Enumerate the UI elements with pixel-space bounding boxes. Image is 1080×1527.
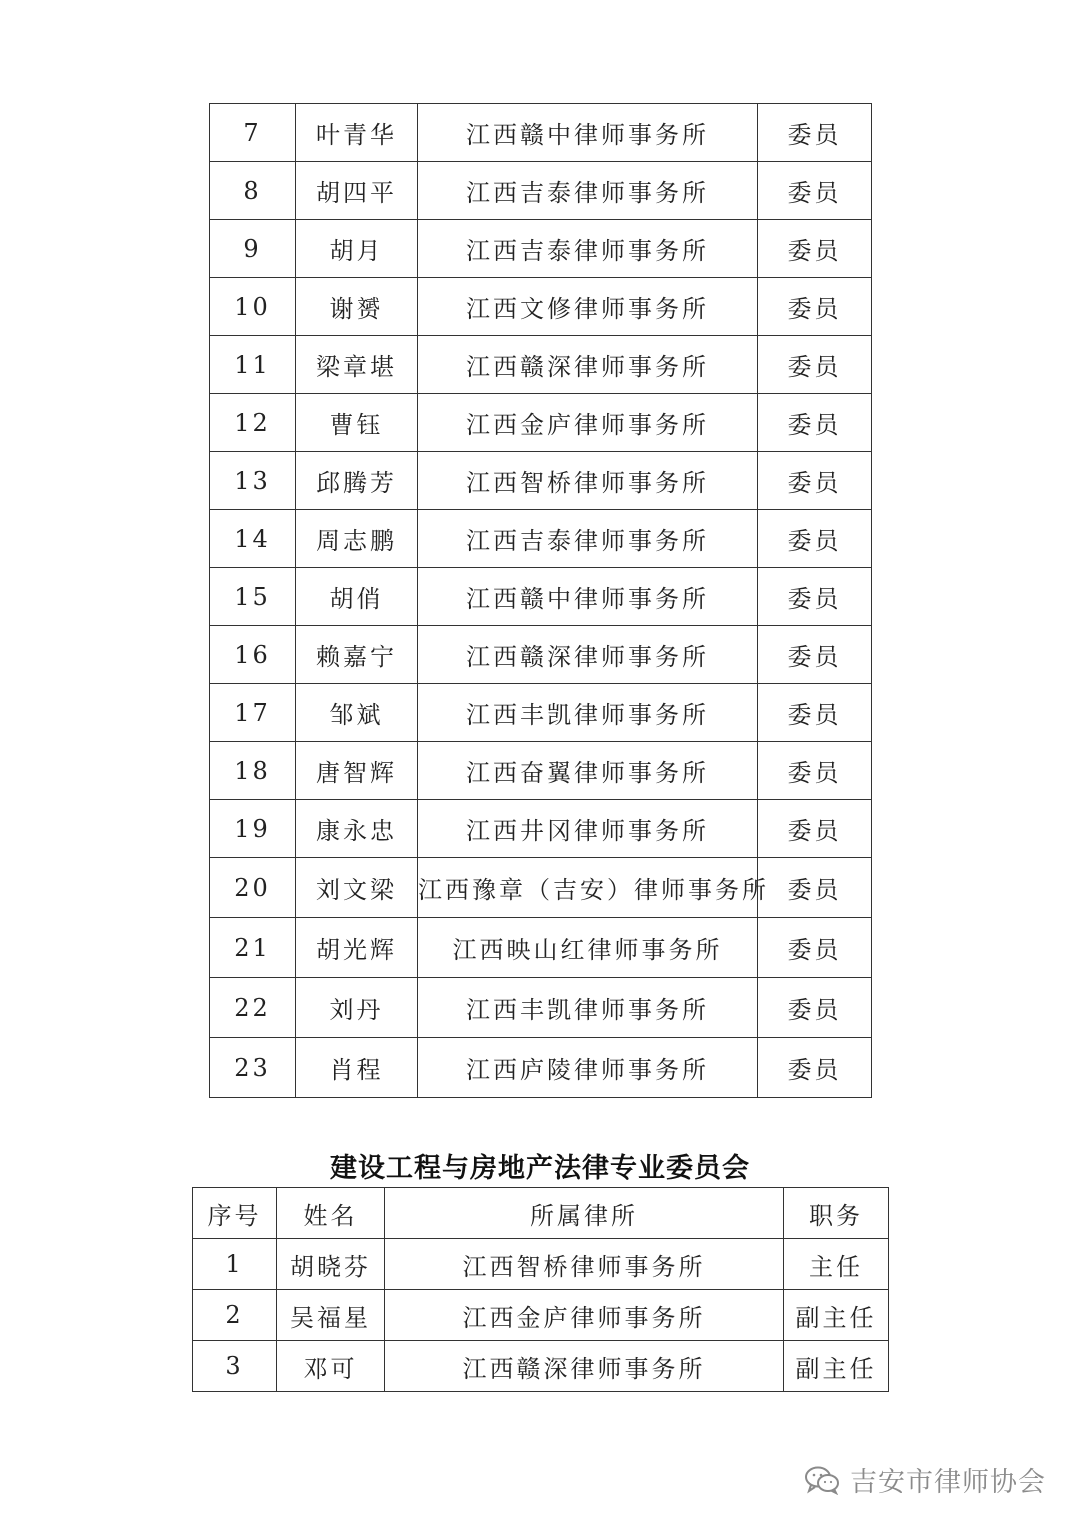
cell-firm: 江西丰凯律师事务所 (418, 978, 758, 1038)
cell-name: 梁章堪 (296, 336, 418, 394)
cell-firm: 江西丰凯律师事务所 (418, 684, 758, 742)
cell-name: 胡光辉 (296, 918, 418, 978)
cell-firm: 江西赣中律师事务所 (418, 104, 758, 162)
cell-firm: 江西吉泰律师事务所 (418, 220, 758, 278)
cell-firm: 江西庐陵律师事务所 (418, 1038, 758, 1098)
cell-role: 委员 (758, 1038, 872, 1098)
cell-firm: 江西豫章（吉安）律师事务所 (418, 858, 758, 918)
cell-name: 邹斌 (296, 684, 418, 742)
cell-no: 17 (210, 684, 296, 742)
cell-firm: 江西金庐律师事务所 (418, 394, 758, 452)
cell-name: 刘文梁 (296, 858, 418, 918)
cell-role: 委员 (758, 452, 872, 510)
cell-role: 委员 (758, 394, 872, 452)
cell-role: 委员 (758, 918, 872, 978)
table-row (210, 568, 872, 626)
cell-name: 胡四平 (296, 162, 418, 220)
cell-firm: 江西吉泰律师事务所 (418, 510, 758, 568)
cell-no: 16 (210, 626, 296, 684)
cell-no: 11 (210, 336, 296, 394)
cell-role: 委员 (758, 278, 872, 336)
cell-name: 谢赟 (296, 278, 418, 336)
table-row (210, 1038, 872, 1098)
cell-role: 委员 (758, 684, 872, 742)
table-row (210, 452, 872, 510)
cell-role: 委员 (758, 626, 872, 684)
cell-no: 10 (210, 278, 296, 336)
wechat-icon (804, 1465, 840, 1495)
cell-role: 副主任 (784, 1290, 889, 1341)
cell-role: 委员 (758, 568, 872, 626)
committee-members-table (209, 103, 872, 1098)
table-header-row (193, 1188, 889, 1239)
cell-name: 胡月 (296, 220, 418, 278)
cell-no: 23 (210, 1038, 296, 1098)
cell-firm: 江西赣深律师事务所 (418, 336, 758, 394)
table-row (210, 978, 872, 1038)
cell-no: 22 (210, 978, 296, 1038)
header-role: 职务 (784, 1188, 889, 1239)
cell-no: 2 (193, 1290, 277, 1341)
cell-no: 15 (210, 568, 296, 626)
table-row (193, 1290, 889, 1341)
cell-name: 胡俏 (296, 568, 418, 626)
cell-name: 康永忠 (296, 800, 418, 858)
cell-no: 14 (210, 510, 296, 568)
table-row (210, 336, 872, 394)
cell-role: 主任 (784, 1239, 889, 1290)
table-row (210, 510, 872, 568)
cell-firm: 江西赣中律师事务所 (418, 568, 758, 626)
cell-firm: 江西赣深律师事务所 (385, 1341, 784, 1392)
cell-name: 唐智辉 (296, 742, 418, 800)
cell-name: 邓可 (277, 1341, 385, 1392)
cell-name: 赖嘉宁 (296, 626, 418, 684)
table-row (210, 626, 872, 684)
committee-title: 建设工程与房地产法律专业委员会 (330, 1153, 750, 1184)
cell-no: 19 (210, 800, 296, 858)
table-row (193, 1239, 889, 1290)
cell-no: 18 (210, 742, 296, 800)
cell-role: 委员 (758, 978, 872, 1038)
cell-role: 委员 (758, 220, 872, 278)
table-row (210, 684, 872, 742)
cell-firm: 江西吉泰律师事务所 (418, 162, 758, 220)
cell-no: 20 (210, 858, 296, 918)
table-row (210, 104, 872, 162)
cell-role: 委员 (758, 510, 872, 568)
cell-role: 副主任 (784, 1341, 889, 1392)
cell-firm: 江西智桥律师事务所 (385, 1239, 784, 1290)
cell-name: 吴福星 (277, 1290, 385, 1341)
table-row (210, 394, 872, 452)
cell-no: 1 (193, 1239, 277, 1290)
cell-name: 肖程 (296, 1038, 418, 1098)
cell-name: 胡晓芬 (277, 1239, 385, 1290)
cell-no: 7 (210, 104, 296, 162)
table-row (210, 858, 872, 918)
cell-no: 21 (210, 918, 296, 978)
cell-name: 刘丹 (296, 978, 418, 1038)
cell-role: 委员 (758, 104, 872, 162)
table-row (210, 162, 872, 220)
watermark (804, 1460, 1046, 1499)
table-row (210, 800, 872, 858)
cell-name: 曹钰 (296, 394, 418, 452)
cell-name: 邱腾芳 (296, 452, 418, 510)
cell-firm: 江西文修律师事务所 (418, 278, 758, 336)
cell-name: 周志鹏 (296, 510, 418, 568)
cell-name: 叶青华 (296, 104, 418, 162)
cell-firm: 江西奋翼律师事务所 (418, 742, 758, 800)
header-no: 序号 (193, 1188, 277, 1239)
cell-firm: 江西井冈律师事务所 (418, 800, 758, 858)
cell-role: 委员 (758, 742, 872, 800)
header-firm: 所属律所 (385, 1188, 784, 1239)
cell-no: 13 (210, 452, 296, 510)
table-row (193, 1341, 889, 1392)
watermark-text: 吉安市律师协会 (850, 1467, 1046, 1498)
cell-firm: 江西映山红律师事务所 (418, 918, 758, 978)
cell-no: 12 (210, 394, 296, 452)
cell-firm: 江西金庐律师事务所 (385, 1290, 784, 1341)
cell-role: 委员 (758, 800, 872, 858)
construction-committee-table (192, 1187, 889, 1392)
table-row (210, 742, 872, 800)
cell-firm: 江西智桥律师事务所 (418, 452, 758, 510)
cell-no: 8 (210, 162, 296, 220)
header-name: 姓名 (277, 1188, 385, 1239)
cell-firm: 江西赣深律师事务所 (418, 626, 758, 684)
table-row (210, 278, 872, 336)
cell-role: 委员 (758, 336, 872, 394)
cell-role: 委员 (758, 858, 872, 918)
table-row (210, 918, 872, 978)
table-row (210, 220, 872, 278)
cell-no: 3 (193, 1341, 277, 1392)
cell-role: 委员 (758, 162, 872, 220)
cell-no: 9 (210, 220, 296, 278)
